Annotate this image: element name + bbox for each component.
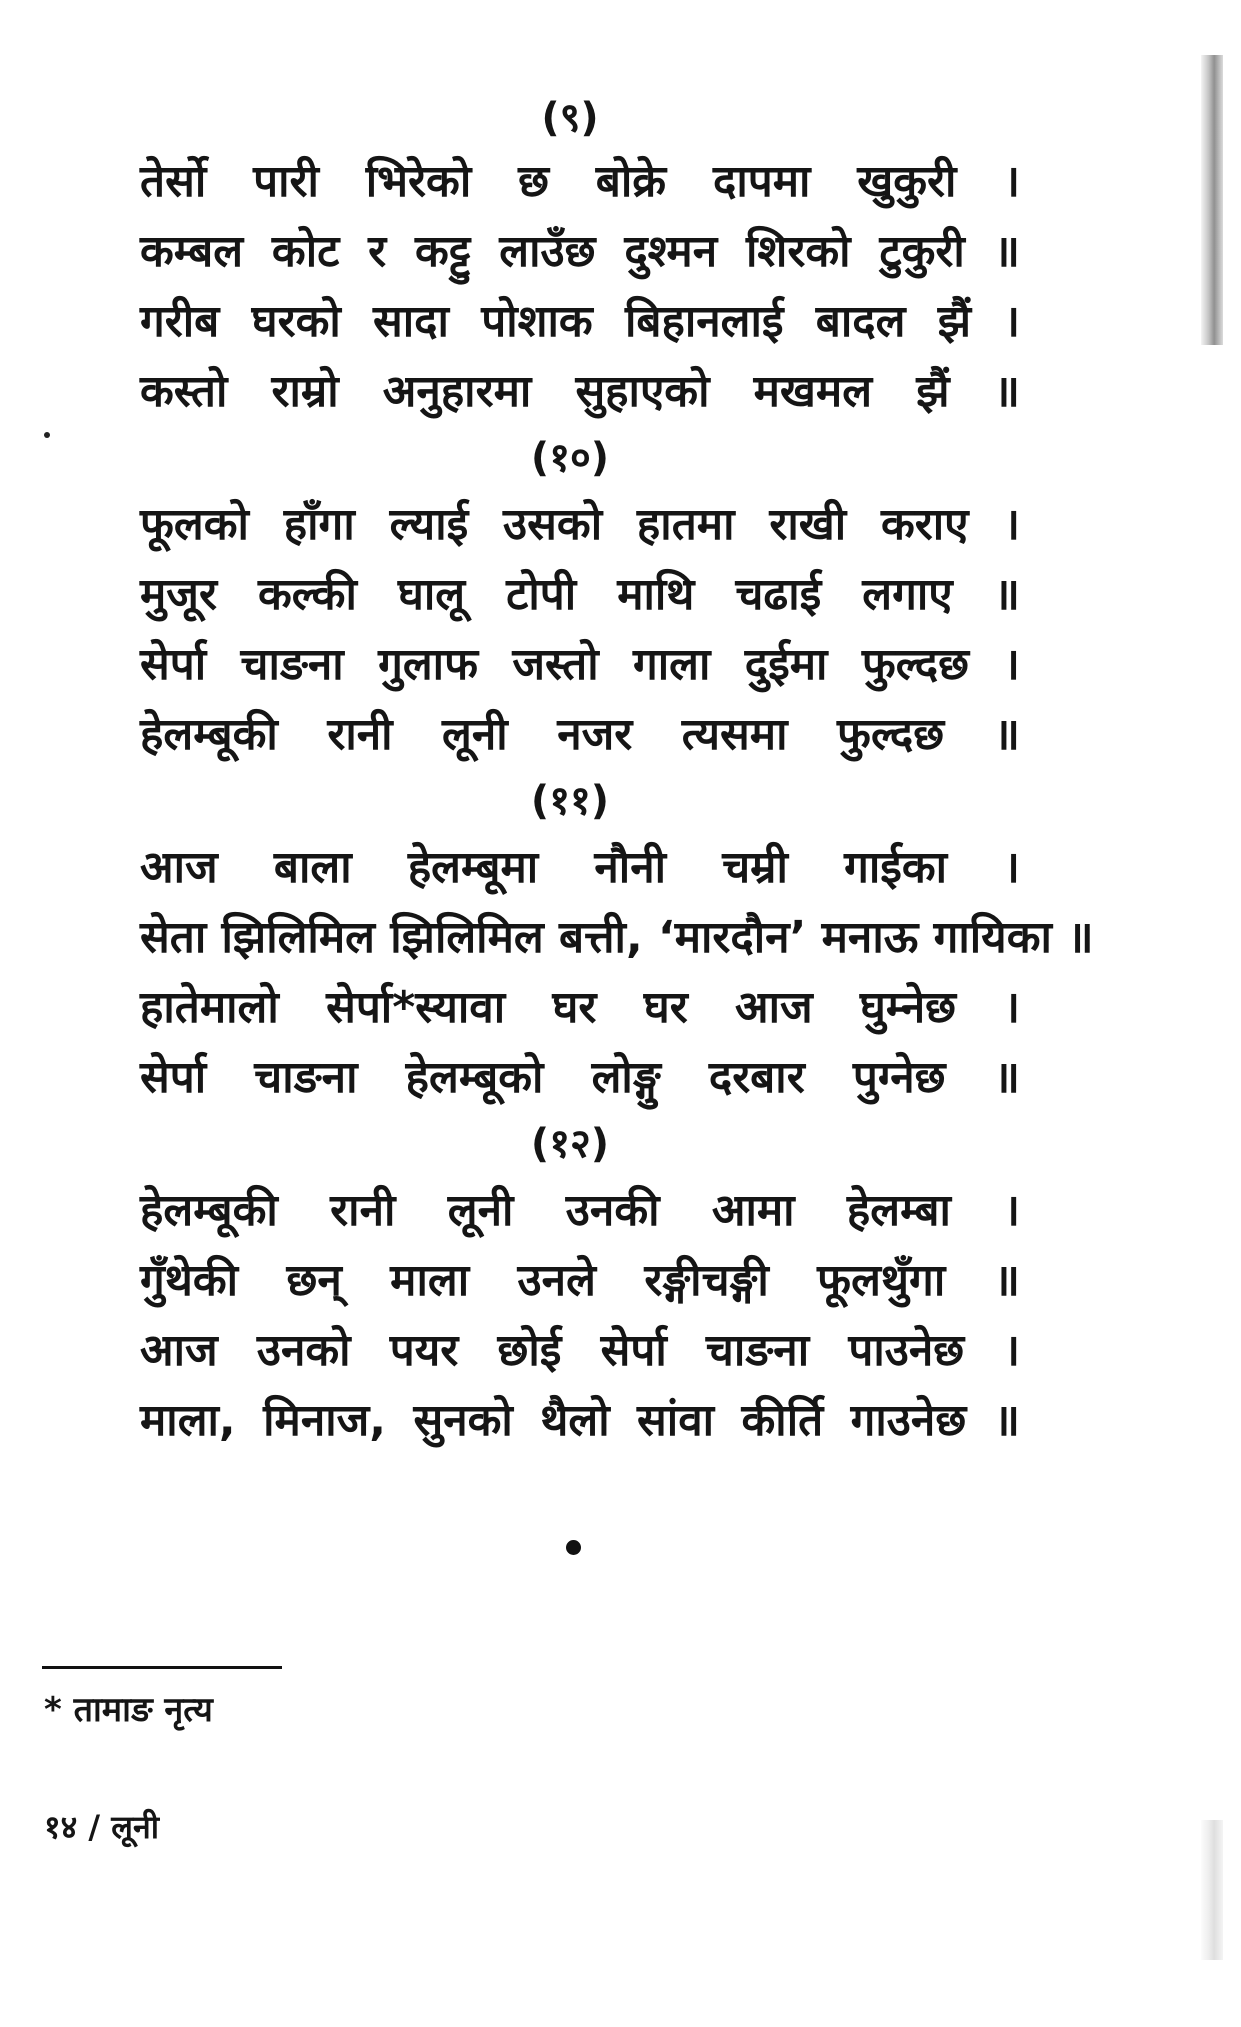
verse-line: माला, मिनाज, सुनको थैलो सांवा कीर्ति गाउनेछ ॥ <box>140 1395 1020 1446</box>
scan-edge-shadow-lower <box>1201 1820 1223 1960</box>
section-end-bullet <box>566 1540 581 1555</box>
verse-line: कस्तो राम्रो अनुहारमा सुहाएको मखमल झैं ॥ <box>140 366 1020 417</box>
verse-line: सेर्पा चाङना हेलम्बूको लोङ्गु दरबार पुग्नेछ ॥ <box>140 1052 1020 1103</box>
verse-line: हेलम्बूकी रानी लूनी उनकी आमा हेलम्बा । <box>140 1185 1020 1236</box>
verse-line: सेता झिलिमिल झिलिमिल बत्ती, ‘मारदौन’ मनाऊ गायिका ॥ <box>140 912 1094 963</box>
verse-line: हातेमालो सेर्पा*स्यावा घर घर आज घुम्नेछ । <box>140 982 1020 1033</box>
footnote: * तामाङ नृत्य <box>44 1690 213 1730</box>
verse-line: सेर्पा चाङना गुलाफ जस्तो गाला दुईमा फुल्दछ । <box>140 639 1020 690</box>
verse-line: आज उनको पयर छोई सेर्पा चाङना पाउनेछ । <box>140 1325 1020 1376</box>
verse-line: गुँथेकी छन् माला उनले रङ्गीचङ्गी फूलथुँगा ॥ <box>140 1255 1020 1306</box>
page-folio: १४ / लूनी <box>44 1808 159 1846</box>
footnote-rule <box>42 1666 282 1669</box>
stanza-number-10: (१०) <box>530 435 610 481</box>
scan-speck <box>44 432 50 438</box>
verse-line: मुजूर कल्की घालू टोपी माथि चढाई लगाए ॥ <box>140 569 1020 620</box>
stanza-number-9: (९) <box>541 95 599 141</box>
stanza-number-11: (११) <box>530 778 610 824</box>
verse-line: कम्बल कोट र कट्टु लाउँछ दुश्मन शिरको टुकुरी ॥ <box>140 226 1020 277</box>
verse-line: आज बाला हेलम्बूमा नौनी चम्री गाईका । <box>140 842 1020 893</box>
verse-line: हेलम्बूकी रानी लूनी नजर त्यसमा फुल्दछ ॥ <box>140 709 1020 760</box>
stanza-number-12: (१२) <box>530 1121 610 1167</box>
scan-edge-shadow <box>1201 55 1223 345</box>
verse-line: तेर्सो पारी भिरेको छ बोक्रे दापमा खुकुरी । <box>140 156 1020 207</box>
verse-line: गरीब घरको सादा पोशाक बिहानलाई बादल झैं । <box>140 296 1020 347</box>
verse-line: फूलको हाँगा ल्याई उसको हातमा राखी कराए । <box>140 499 1020 550</box>
